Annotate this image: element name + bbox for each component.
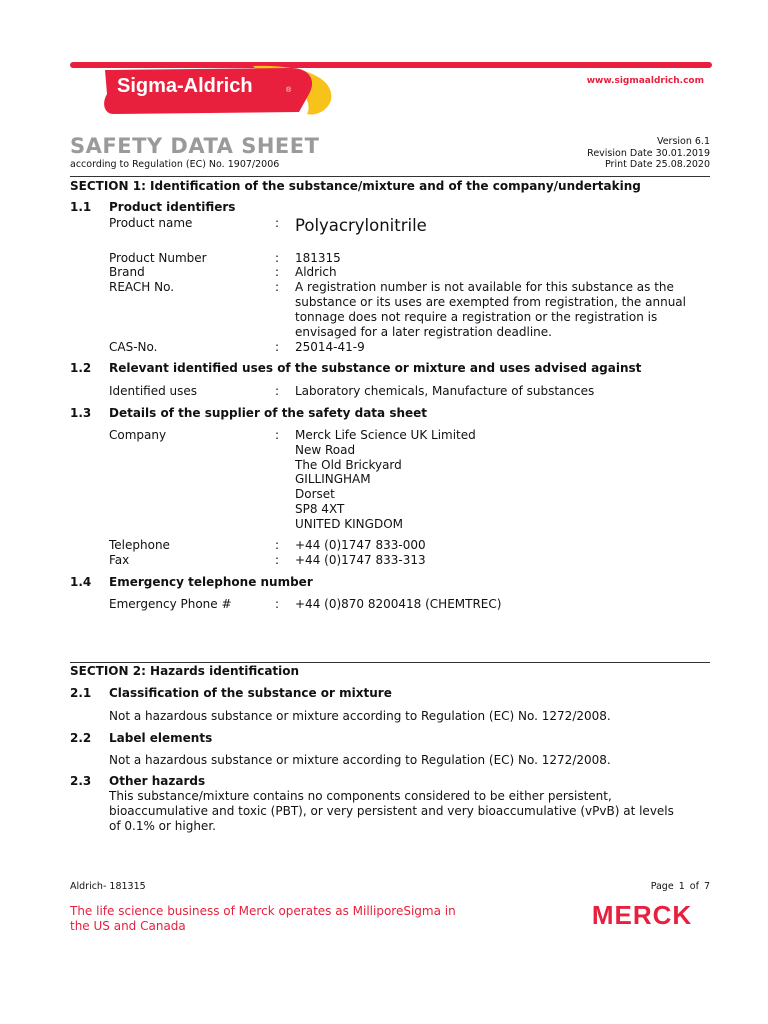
- colon: :: [275, 538, 280, 552]
- section-2-heading: SECTION 2: Hazards identification: [70, 664, 300, 678]
- page-indicator: Page 1 of 7: [650, 881, 710, 892]
- colon: :: [275, 428, 280, 442]
- other-hazards-text: This substance/mixture contains no components considered to be either persistent, bioaccumulative and toxic (PBT), or very persistent and very bioaccumulative (vPvB) at levels of 0.1% or higher.: [109, 789, 674, 833]
- classification-text: Not a hazardous substance or mixture according to Regulation (EC) No. 1272/2008.: [109, 709, 611, 723]
- identified-uses-label: Identified uses: [109, 384, 198, 398]
- fax: +44 (0)1747 833-313: [295, 553, 426, 567]
- company-line: New Road: [295, 443, 356, 457]
- document-title: SAFETY DATA SHEET: [70, 134, 320, 158]
- sigma-aldrich-logo: [103, 62, 343, 116]
- company-label: Company: [109, 428, 167, 442]
- product-number: 181315: [295, 251, 341, 265]
- reach-text: A registration number is not available for this substance as the substance or its uses are exempted from registration, the annual tonnage does not require a registration or the registration is envisaged for a later registration deadline.: [295, 280, 686, 339]
- footer-tagline: The life science business of Merck operates as MilliporeSigma in the US and Canada: [70, 904, 456, 933]
- identified-uses: Laboratory chemicals, Manufacture of substances: [295, 384, 595, 398]
- brand-label: Brand: [109, 265, 145, 279]
- subsection-1-2-title: Relevant identified uses of the substance or mixture and uses advised against: [109, 361, 642, 375]
- subsection-1-3-title: Details of the supplier of the safety data sheet: [109, 406, 428, 420]
- colon: :: [275, 251, 280, 265]
- telephone: +44 (0)1747 833-000: [295, 538, 426, 552]
- subsection-2-3-number: 2.3: [70, 774, 92, 788]
- emergency-phone-label: Emergency Phone #: [109, 597, 232, 611]
- subsection-2-2-title: Label elements: [109, 731, 213, 745]
- label-elements-text: Not a hazardous substance or mixture according to Regulation (EC) No. 1272/2008.: [109, 753, 611, 767]
- product-number-label: Product Number: [109, 251, 207, 265]
- colon: :: [275, 280, 280, 294]
- revision-date: Revision Date 30.01.2019: [587, 148, 710, 159]
- subsection-1-1-number: 1.1: [70, 200, 92, 214]
- cas-label: CAS-No.: [109, 340, 158, 354]
- colon: :: [275, 553, 280, 567]
- subsection-1-4-title: Emergency telephone number: [109, 575, 313, 589]
- brand: Aldrich: [295, 265, 337, 279]
- product-name: Polyacrylonitrile: [295, 216, 427, 235]
- subsection-2-2-number: 2.2: [70, 731, 92, 745]
- fax-label: Fax: [109, 553, 130, 567]
- company-line: SP8 4XT: [295, 502, 345, 516]
- logo-text: Sigma-Aldrich: [117, 75, 253, 97]
- merck-logo: [568, 900, 716, 928]
- subsection-2-1-title: Classification of the substance or mixture: [109, 686, 392, 700]
- section-1-rule: [70, 176, 710, 177]
- subsection-1-2-number: 1.2: [70, 361, 92, 375]
- subsection-2-1-number: 2.1: [70, 686, 92, 700]
- subsection-1-4-number: 1.4: [70, 575, 92, 589]
- colon: :: [275, 265, 280, 279]
- colon: :: [275, 340, 280, 354]
- colon: :: [275, 216, 280, 230]
- emergency-phone: +44 (0)870 8200418 (CHEMTREC): [295, 597, 502, 611]
- product-name-label: Product name: [109, 216, 193, 230]
- document-subtitle: according to Regulation (EC) No. 1907/2006: [70, 159, 280, 170]
- version: Version 6.1: [656, 136, 710, 147]
- company-line: GILLINGHAM: [295, 472, 371, 486]
- company-line: The Old Brickyard: [295, 458, 402, 472]
- company-line: Dorset: [295, 487, 335, 501]
- colon: :: [275, 597, 280, 611]
- subsection-1-1-title: Product identifiers: [109, 200, 236, 214]
- print-date: Print Date 25.08.2020: [605, 159, 710, 170]
- company-line: UNITED KINGDOM: [295, 517, 403, 531]
- subsection-1-3-number: 1.3: [70, 406, 92, 420]
- document-id: Aldrich- 181315: [70, 881, 146, 892]
- section-2-rule: [70, 662, 710, 663]
- colon: :: [275, 384, 280, 398]
- site-url[interactable]: www.sigmaaldrich.com: [586, 76, 704, 86]
- subsection-2-3-title: Other hazards: [109, 774, 206, 788]
- company-line: Merck Life Science UK Limited: [295, 428, 476, 442]
- merck-logo-text: MERCK: [591, 900, 693, 928]
- telephone-label: Telephone: [109, 538, 170, 552]
- cas-number: 25014-41-9: [295, 340, 365, 354]
- logo-registered-mark: ®: [286, 87, 292, 94]
- section-1-heading: SECTION 1: Identification of the substance/mixture and of the company/undertaking: [70, 179, 641, 193]
- reach-label: REACH No.: [109, 280, 175, 294]
